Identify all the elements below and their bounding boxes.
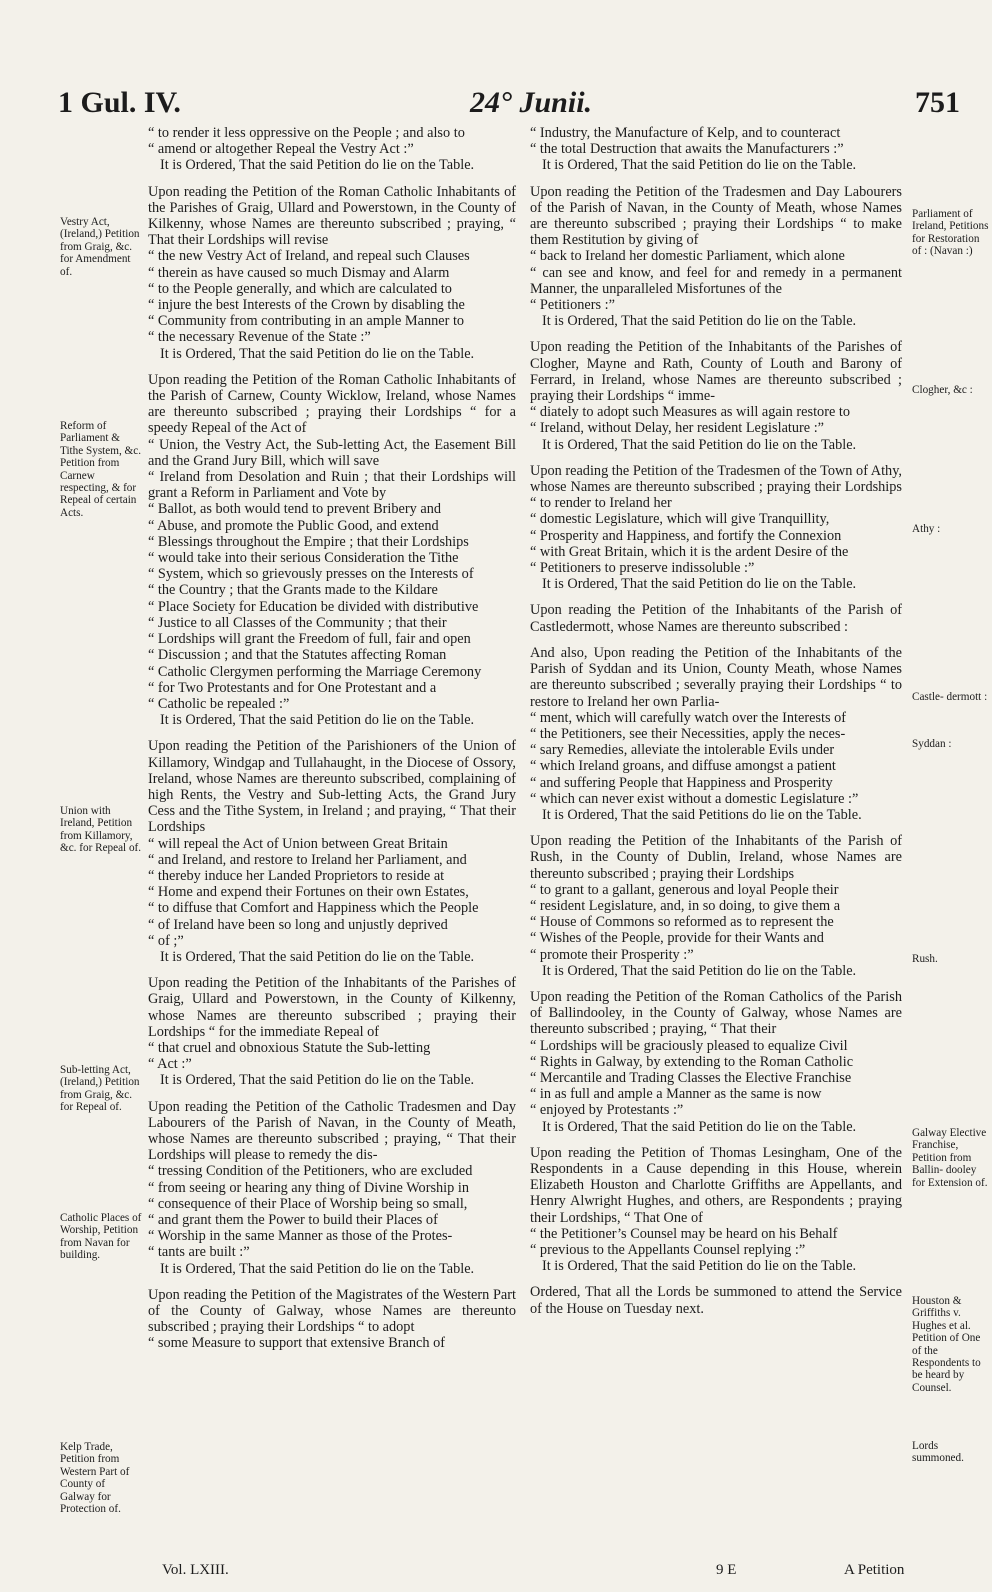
text-line: “ thereby induce her Landed Proprietors to reside at: [148, 867, 445, 884]
petition-entry: [530, 645, 902, 823]
text-line: “ Abuse, and promote the Public Good, and extend: [148, 517, 439, 534]
petition-entry: [530, 1284, 902, 1316]
petition-text: [530, 602, 902, 634]
petition-entry: [148, 1287, 516, 1352]
text-line: “ in as full and ample a Manner as the same is now: [530, 1086, 822, 1103]
text-line: “ Catholic be repealed :”: [148, 695, 290, 712]
margin-note-left: Vestry Act, (Ireland,) Petition from Graig, &c. for Amendment of.: [60, 216, 140, 278]
text-line: Upon reading the Petition of Thomas Lesingham, One of the Respondents in a Cause depending in this House, wherein Elizabeth Houston and Charlotte Griffiths are Appellants, and Henry Alwright Hughes, and others, are Respondents ; praying their Lordships, “ That One of: [530, 1144, 902, 1226]
text-line: “ Wishes of the People, provide for their Wants and: [530, 930, 824, 947]
text-line: “ Petitioners to preserve indissoluble :”: [530, 560, 755, 577]
text-line: “ Community from contributing in an ample Manner to: [148, 313, 465, 330]
text-line: “ and suffering People that Happiness and Prosperity: [530, 774, 833, 791]
petition-text: [530, 184, 902, 314]
text-line: “ Prosperity and Happiness, and fortify the Connexion: [530, 527, 842, 544]
text-line: “ Union, the Vestry Act, the Sub-letting Act, the Easement Bill and the Grand Jury Bill, which will save: [148, 436, 516, 469]
right-text-column: [530, 125, 902, 1327]
text-line: “ from seeing or hearing any thing of Divine Worship in: [148, 1179, 469, 1196]
petition-entry: [148, 975, 516, 1088]
order-line: It is Ordered, That the said Petition do lie on the Table.: [160, 1260, 475, 1277]
order-line: It is Ordered, That the said Petition do lie on the Table.: [160, 157, 475, 174]
margin-note-left: Sub-letting Act,(Ireland,) Petition from Graig, &c. for Repeal of.: [60, 1064, 140, 1114]
text-line: “ promote their Prosperity :”: [530, 946, 694, 963]
text-line: Upon reading the Petition of the Inhabitants of the Parish of Castledermott, whose Names are thereunto subscribed :: [530, 602, 902, 635]
text-line: “ the Petitioner’s Counsel may be heard on his Behalf: [530, 1225, 838, 1242]
petition-text: [530, 989, 902, 1119]
order-line: It is Ordered, That the said Petition do lie on the Table.: [160, 948, 475, 965]
text-line: Ordered, That all the Lords be summoned to attend the Service of the House on Tuesday next.: [530, 1284, 902, 1317]
text-line: “ therein as have caused so much Dismay and Alarm: [148, 264, 450, 281]
text-line: “ the new Vestry Act of Ireland, and repeal such Clauses: [148, 248, 470, 265]
margin-note-right: Clogher, &c :: [912, 384, 973, 396]
text-line: “ Mercantile and Trading Classes the Elective Franchise: [530, 1069, 852, 1086]
text-line: “ injure the best Interests of the Crown by disabling the: [148, 297, 465, 314]
text-line: “ Act :”: [148, 1056, 192, 1073]
text-line: And also, Upon reading the Petition of the Inhabitants of the Parish of Syddan and its Union, County Meath, whose Names are thereunto subscribed ; severally praying their Lordships “ to restore to Ireland her own Parlia-: [530, 644, 902, 710]
text-line: “ to diffuse that Comfort and Happiness which the People: [148, 900, 479, 917]
petition-entry: [148, 372, 516, 728]
petition-text: [530, 645, 902, 807]
text-line: “ enjoyed by Protestants :”: [530, 1102, 684, 1119]
order-line: It is Ordered, That the said Petition do lie on the Table.: [542, 962, 857, 979]
text-line: Upon reading the Petition of the Inhabitants of the Parishes of Graig, Ullard and Powerstown, in the County of Kilkenny, whose Names are thereunto subscribed ; praying their Lordships “ for the immediate Repeal of: [148, 975, 516, 1040]
text-line: “ Lordships will grant the Freedom of full, fair and open: [148, 631, 471, 648]
text-line: “ and grant them the Power to build their Places of: [148, 1212, 438, 1228]
petition-entry: [530, 602, 902, 634]
order-line: It is Ordered, That the said Petition do lie on the Table.: [542, 313, 857, 330]
text-line: “ the Country ; that the Grants made to the Kildare: [148, 582, 438, 599]
margin-note-right: Parliament of Ireland, Petitions for Restoration of : (Navan :): [912, 208, 989, 258]
order-line: It is Ordered, That the said Petition do lie on the Table.: [160, 345, 475, 362]
text-line: “ can see and know, and feel for and remedy in a permanent Manner, the unparalleled Misfortunes of the: [530, 264, 902, 297]
text-line: “ Home and expend their Fortunes on their own Estates,: [148, 884, 469, 901]
petition-entry: [530, 184, 902, 330]
petition-entry: [530, 125, 902, 174]
text-line: “ Place Society for Education be divided with distributive: [148, 598, 479, 615]
text-line: Upon reading the Petition of the Magistrates of the Western Part of the County of Galway, whose Names are thereunto subscribed ; praying their Lordships “ to adopt: [148, 1286, 516, 1336]
page-number: 751: [915, 86, 960, 119]
petition-text: [530, 125, 902, 157]
text-line: Upon reading the Petition of the Roman Catholics of the Parish of Ballindooley, in the County of Galway, whose Names are thereunto subscribed ; praying, “ That their: [530, 988, 902, 1038]
order-line: It is Ordered, That the said Petition do lie on the Table.: [542, 1258, 857, 1275]
text-line: “ resident Legislature, and, in so doing, to give them a: [530, 897, 841, 914]
petition-entry: [148, 1099, 516, 1277]
text-line: “ which can never exist without a domestic Legislature :”: [530, 790, 859, 807]
order-line: It is Ordered, That the said Petitions do lie on the Table.: [542, 806, 862, 823]
petition-text: [148, 975, 516, 1072]
text-line: “ which Ireland groans, and diffuse amongst a patient: [530, 758, 836, 775]
order-line: It is Ordered, That the said Petition do lie on the Table.: [542, 157, 857, 174]
text-line: “ to the People generally, and which are calculated to: [148, 280, 452, 297]
petition-text: [148, 1099, 516, 1261]
text-line: Upon reading the Petition of the Inhabitants of the Parishes of Clogher, Mayne and Rath, County of Louth and Barony of Ferrard, in Ireland, whose Names are thereunto subscribed ; praying their Lordships “ imme-: [530, 339, 902, 405]
text-line: “ would take into their serious Consideration the Tithe: [148, 550, 459, 567]
order-line: It is Ordered, That the said Petition do lie on the Table.: [160, 712, 475, 729]
text-line: “ the total Destruction that awaits the Manufacturers :”: [530, 141, 844, 158]
petition-entry: [148, 738, 516, 965]
petition-text: [530, 339, 902, 436]
text-line: “ that cruel and obnoxious Statute the Sub-letting: [148, 1039, 431, 1056]
margin-note-left: Reform of Parliament & Tithe System, &c. Petition from Carnew respecting, & for Repeal of certain Acts.: [60, 420, 142, 519]
text-line: “ sary Remedies, alleviate the intolerable Evils under: [530, 742, 835, 759]
petition-text: [148, 125, 516, 157]
margin-note-right: Houston & Griffiths v. Hughes et al. Petition of One of the Respondents to be heard by Counsel.: [912, 1295, 981, 1394]
text-line: Upon reading the Petition of the Tradesmen of the Town of Athy, whose Names are thereunto subscribed ; praying their Lordships “ to render to Ireland her: [530, 462, 902, 512]
text-line: “ to render it less oppressive on the People ; and also to: [148, 125, 465, 141]
petition-text: [148, 372, 516, 712]
text-line: “ tressing Condition of the Petitioners, who are excluded: [148, 1163, 473, 1180]
petition-text: [148, 184, 516, 346]
text-line: “ of ;”: [148, 932, 184, 949]
petition-entry: [530, 1145, 902, 1275]
text-line: “ Ireland, without Delay, her resident Legislature :”: [530, 420, 825, 437]
text-line: “ Discussion ; and that the Statutes affecting Roman: [148, 647, 447, 664]
text-line: “ System, which so grievously presses on the Interests of: [148, 566, 474, 583]
text-line: “ Justice to all Classes of the Community ; that their: [148, 614, 447, 631]
order-line: It is Ordered, That the said Petition do lie on the Table.: [542, 576, 857, 593]
petition-text: [148, 738, 516, 949]
text-line: Upon reading the Petition of the Catholic Tradesmen and Day Labourers of the Parish of Navan, in the County of Meath, whose Names are thereunto subscribed ; praying, “ That their Lordships will please to remedy the dis-: [148, 1098, 516, 1164]
text-line: “ Ireland from Desolation and Ruin ; that their Lordships will grant a Reform in Parliament and Vote by: [148, 469, 516, 502]
text-line: “ will repeal the Act of Union between Great Britain: [148, 835, 448, 852]
text-line: “ consequence of their Place of Worship being so small,: [148, 1195, 468, 1212]
text-line: “ back to Ireland her domestic Parliament, which alone: [530, 248, 845, 265]
running-head-date: 24° Junii.: [470, 86, 593, 119]
catchword: A Petition: [844, 1562, 905, 1578]
volume-mark: Vol. LXIII.: [162, 1562, 229, 1578]
text-line: Upon reading the Petition of the Roman Catholic Inhabitants of the Parishes of Graig, Ullard and Powerstown, in the County of Kilkenny, whose Names are thereunto subscribed ; praying, “ That their Lordships will revise: [148, 183, 516, 249]
left-text-column: [148, 125, 516, 1362]
text-line: “ Industry, the Manufacture of Kelp, and to counteract: [530, 125, 841, 141]
petition-text: [148, 1287, 516, 1352]
order-line: It is Ordered, That the said Petition do lie on the Table.: [542, 1118, 857, 1135]
text-line: “ previous to the Appellants Counsel replying :”: [530, 1242, 806, 1258]
text-line: “ tants are built :”: [148, 1244, 250, 1261]
text-line: “ the necessary Revenue of the State :”: [148, 329, 371, 346]
margin-note-right: Syddan :: [912, 738, 952, 750]
petition-entry: [530, 989, 902, 1135]
petition-entry: [530, 833, 902, 979]
text-line: “ Worship in the same Manner as those of the Protes-: [148, 1228, 453, 1245]
text-line: “ of Ireland have been so long and unjustly deprived: [148, 916, 448, 933]
margin-note-right: Rush.: [912, 953, 938, 965]
text-line: “ Lordships will be graciously pleased to equalize Civil: [530, 1037, 848, 1054]
petition-text: [530, 1284, 902, 1316]
text-line: “ Petitioners :”: [530, 297, 615, 314]
text-line: “ Blessings throughout the Empire ; that their Lordships: [148, 533, 469, 550]
petition-entry: [148, 184, 516, 362]
text-line: “ for Two Protestants and for One Protestant and a: [148, 679, 437, 696]
order-line: It is Ordered, That the said Petition do lie on the Table.: [542, 436, 857, 453]
margin-note-left: Kelp Trade, Petition from Western Part of County of Galway for Protection of.: [60, 1441, 130, 1516]
margin-note-right: Castle- dermott :: [912, 691, 988, 703]
petition-entry: [530, 463, 902, 593]
text-line: “ Catholic Clergymen performing the Marriage Ceremony: [148, 663, 482, 680]
margin-note-left: Catholic Places of Worship, Petition from Navan for building.: [60, 1212, 142, 1262]
text-line: “ ment, which will carefully watch over the Interests of: [530, 709, 847, 726]
text-line: “ and Ireland, and restore to Ireland her Parliament, and: [148, 851, 467, 868]
margin-note-right: Athy :: [912, 523, 941, 535]
petition-entry: [530, 339, 902, 452]
text-line: Upon reading the Petition of the Tradesmen and Day Labourers of the Parish of Navan, in the County of Meath, whose Names are thereunto subscribed ; praying their Lordships “ to make them Restitution by giving of: [530, 183, 902, 249]
text-line: “ domestic Legislature, which will give Tranquillity,: [530, 511, 830, 528]
text-line: “ Ballot, as both would tend to prevent Bribery and: [148, 501, 442, 518]
text-line: “ Rights in Galway, by extending to the Roman Catholic: [530, 1053, 854, 1070]
text-line: “ diately to adopt such Measures as will again restore to: [530, 404, 850, 421]
text-line: “ to grant to a gallant, generous and loyal People their: [530, 881, 839, 898]
petition-entry: [148, 125, 516, 174]
text-line: “ the Petitioners, see their Necessities, apply the neces-: [530, 725, 846, 742]
signature-mark: 9 E: [716, 1562, 737, 1578]
margin-note-right: Lords summoned.: [912, 1440, 964, 1465]
text-line: “ some Measure to support that extensive Branch of: [148, 1335, 445, 1352]
text-line: Upon reading the Petition of the Parishioners of the Union of Killamory, Windgap and Tullahaught, in the Diocese of Ossory, Ireland, whose Names are thereunto subscribed, complaining of high Rents, the Vestry and Sub-letting Acts, the Grand Jury Cess and the Tithe System, in Ireland ; and praying, “ That their Lordships: [148, 738, 516, 836]
text-line: Upon reading the Petition of the Inhabitants of the Parish of Rush, in the County of Dublin, Ireland, whose Names are thereunto subscribed ; praying their Lordships: [530, 833, 902, 882]
margin-note-right: Galway Elective Franchise, Petition from Ballin- dooley for Extension of.: [912, 1127, 988, 1189]
running-head-regnal-year: 1 Gul. IV.: [58, 86, 181, 119]
order-line: It is Ordered, That the said Petition do lie on the Table.: [160, 1072, 475, 1089]
text-line: “ with Great Britain, which it is the ardent Desire of the: [530, 543, 849, 560]
petition-text: [530, 833, 902, 963]
text-line: “ amend or altogether Repeal the Vestry Act :”: [148, 141, 414, 158]
text-line: Upon reading the Petition of the Roman Catholic Inhabitants of the Parish of Carnew, County Wicklow, Ireland, whose Names are thereunto subscribed ; praying their Lordships “ for a speedy Repeal of the Act of: [148, 371, 516, 437]
petition-text: [530, 463, 902, 576]
petition-text: [530, 1145, 902, 1258]
text-line: “ House of Commons so reformed as to represent the: [530, 914, 834, 931]
margin-note-left: Union with Ireland, Petition from Killamory, &c. for Repeal of.: [60, 805, 142, 855]
